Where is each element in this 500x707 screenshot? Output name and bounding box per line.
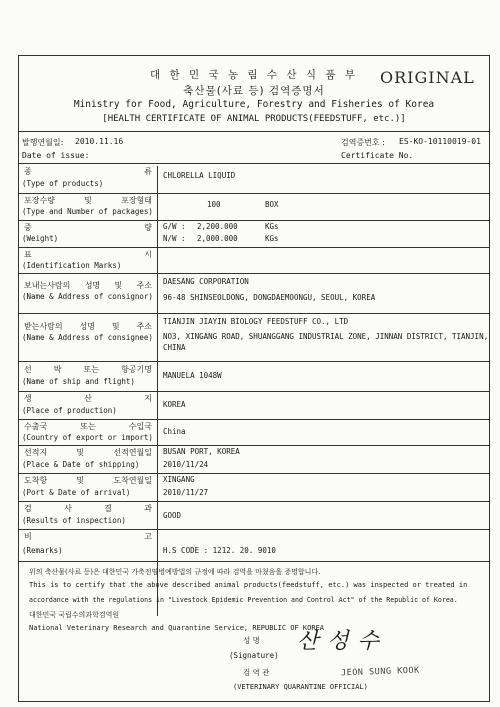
consignee-address: NO3, XINGANG ROAD, SHUANGGANG INDUSTRIAL ZONE, JINNAN DISTRICT, TIANJIN, (163, 332, 489, 341)
officer-label-en: (VETERINARY QUARANTINE OFFICIAL) (233, 683, 368, 691)
officer-label-ko: 검 역 관 (243, 668, 270, 677)
row-label-ko: 종 류 (24, 167, 152, 176)
table-row (19, 273, 489, 313)
original-stamp: ORIGINAL (380, 68, 475, 87)
row-label-en: (Country of export or import) (22, 433, 153, 442)
consignee-name: TIANJIN JIAYIN BIOLOGY FEEDSTUFF CO., LTD (163, 317, 349, 326)
row-label-en: (Results of inspection) (22, 516, 126, 525)
handwritten-signature: 산 성 수 (297, 629, 380, 654)
table-row (19, 501, 489, 529)
consignor-address: 96-48 SHINSEOLDONG, DONGDAEMOONGU, SEOUL, KOREA (163, 293, 376, 302)
certification-statement-korean: 위의 축산물(사료 등)은 대한민국 가축전염병예방법의 규정에 따라 검역을 마쳤음을 증명합니다. (29, 568, 321, 576)
row-label-en: (Weight) (22, 234, 59, 243)
certification-statement-english-2: accordance with the regulations in "Livestock Epidemic Prevention and Control Act" of the Republic of Korea. (29, 596, 458, 604)
row-label-ko: 도착항 및 도착연월일 (24, 476, 152, 485)
table-row (19, 445, 489, 473)
consignee-address-country: CHINA (163, 343, 186, 352)
row-label-en: (Type and Number of packages) (22, 207, 153, 216)
row-label-en: (Place & Date of shipping) (22, 460, 140, 469)
package-quantity: 100 (207, 200, 221, 209)
row-label-ko: 선적지 및 선적연월일 (24, 448, 152, 457)
package-unit: BOX (265, 200, 279, 209)
table-row (19, 361, 489, 391)
row-label-ko: 수출국 또는 수입국 (24, 422, 152, 431)
table-row (19, 220, 489, 247)
table-row (19, 391, 489, 419)
remarks-value: H.S CODE : 1212. 20. 9010 (163, 546, 276, 555)
country-value: China (163, 427, 186, 436)
signature-label-ko: 성 명 (243, 636, 260, 645)
shipping-place-value: BUSAN PORT, KOREA (163, 447, 240, 456)
inspection-result-value: GOOD (163, 511, 182, 520)
place-of-production-value: KOREA (163, 400, 186, 409)
signature-label-en: (Signature) (229, 651, 279, 660)
row-label-en: (Remarks) (22, 546, 63, 555)
row-label-ko: 보내는사람의 성명 및 주소 (24, 281, 152, 290)
row-label-ko: 포장수량 및 포장형태 (24, 196, 152, 205)
row-label-en: (Place of production) (22, 406, 117, 415)
institute-name-english: National Veterinary Research and Quarantine Service, REPUBLIC OF KOREA (29, 624, 325, 632)
certification-statement-english-1: This is to certify that the above described animal products(feedstuff, etc.) was inspected or treated in (29, 581, 468, 589)
row-label-ko: 중 량 (24, 223, 152, 232)
row-label-ko: 비 고 (24, 532, 152, 541)
row-label-en: (Name & Address of consignee) (22, 333, 153, 342)
arrival-date-value: 2010/11/27 (163, 488, 209, 497)
row-label-en: (Name of ship and flight) (22, 377, 135, 386)
institute-name-korean: 대한민국 국립수의과학검역원 (29, 611, 120, 619)
certificate-title-korean: 축산물(사료 등) 검역증명서 (183, 85, 325, 97)
row-label-en: (Identification Marks) (22, 261, 122, 270)
table-row (19, 419, 489, 445)
type-of-products-value: CHLORELLA LIQUID (163, 171, 236, 180)
ministry-title-korean: 대 한 민 국 농 림 수 산 식 품 부 (150, 69, 358, 81)
gross-weight-value: 2,200.000 (197, 222, 238, 231)
certificate-title-english: [HEALTH CERTIFICATE OF ANIMAL PRODUCTS(FEEDSTUFF, etc.)] (102, 114, 406, 124)
consignor-name: DAESANG CORPORATION (163, 277, 249, 286)
ship-name-value: MANUELA 1048W (163, 371, 222, 380)
row-label-ko: 검 사 결 과 (24, 504, 152, 513)
gross-weight-label: G/W : (163, 222, 186, 231)
arrival-port-value: XINGANG (163, 475, 195, 484)
row-label-en: (Type of products) (22, 179, 104, 188)
certificate-document (18, 55, 490, 702)
gross-weight-unit: KGs (265, 222, 279, 231)
table-row (19, 163, 489, 193)
table-row (19, 529, 489, 561)
table-row (19, 313, 489, 361)
certificate-number-label-en: Certificate No. (341, 151, 414, 160)
net-weight-label: N/W : (163, 234, 186, 243)
table-row (19, 473, 489, 501)
table-row (19, 193, 489, 220)
net-weight-unit: KGs (265, 234, 279, 243)
certificate-number-value: ES-KO-10110019-01 (399, 137, 481, 146)
certificate-number-label-ko: 검역증번호 : (341, 138, 385, 147)
shipping-date-value: 2010/11/24 (163, 460, 209, 469)
row-label-en: (Port & Date of arrival) (22, 488, 131, 497)
row-label-en: (Name & Address of consignor) (22, 292, 153, 301)
net-weight-value: 2,000.000 (197, 234, 238, 243)
row-label-ko: 생 산 지 (24, 394, 152, 403)
issue-date-label-en: Date of issue: (22, 151, 90, 160)
row-label-ko: 표 시 (24, 250, 152, 259)
official-name-stamp: JEON SUNG KOOK (340, 665, 420, 679)
issue-date-value: 2010.11.16 (75, 137, 124, 146)
table-row (19, 247, 489, 273)
ministry-title-english: Ministry for Food, Agriculture, Forestry and Fisheries of Korea (73, 99, 435, 110)
issue-date-label-ko: 발행연월일: (22, 138, 64, 147)
header-divider (19, 131, 489, 132)
row-label-ko: 받는사람의 성명 및 주소 (24, 322, 152, 331)
row-label-ko: 선 박 또는 항공기명 (24, 365, 152, 374)
table-bottom-border (19, 561, 489, 562)
